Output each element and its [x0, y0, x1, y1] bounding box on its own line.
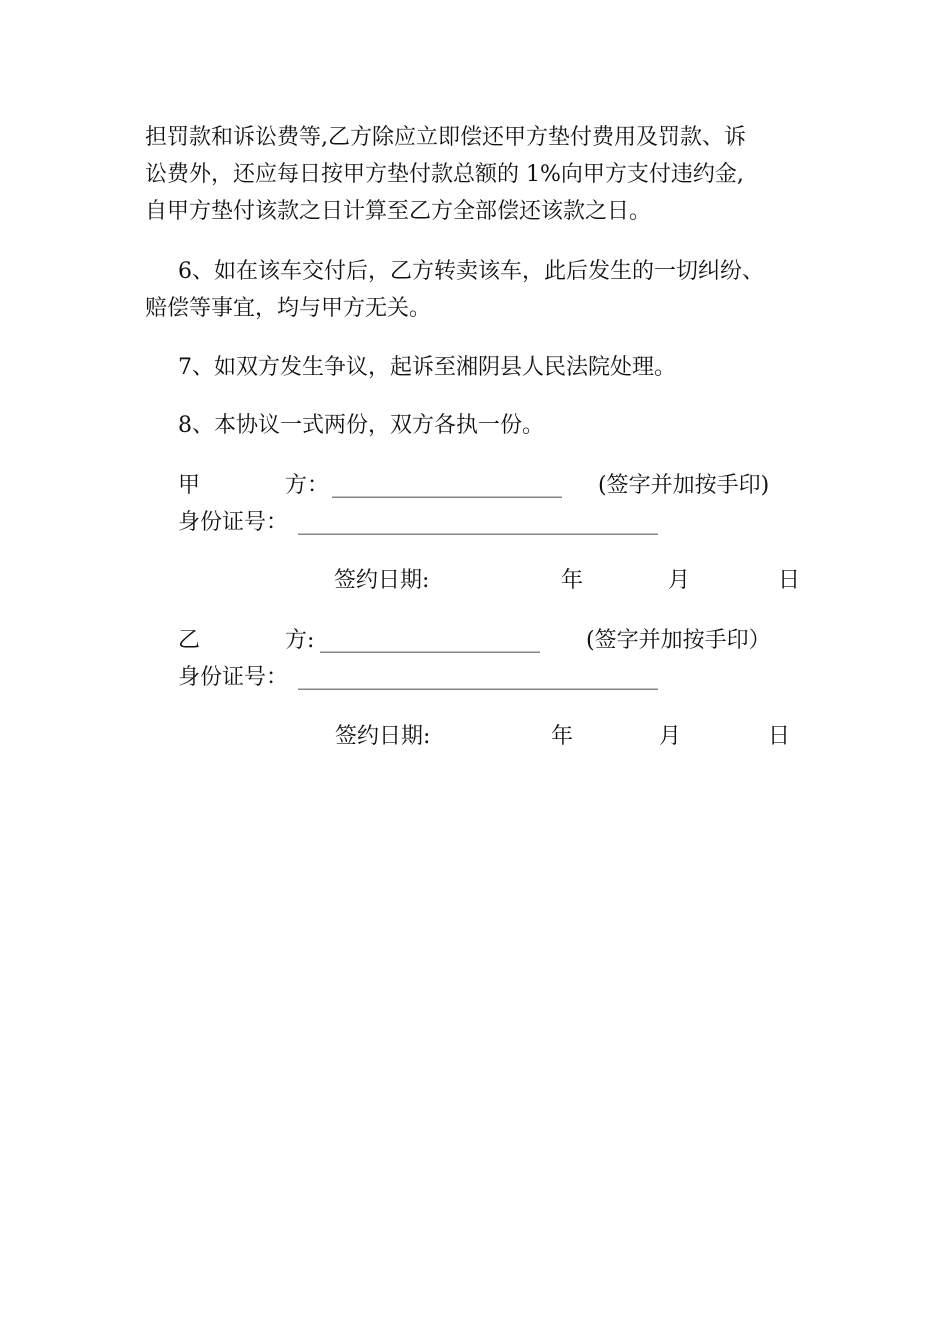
party-b-signature-blank[interactable]: ______________________ [320, 629, 540, 653]
party-a-signature-blank[interactable]: _______________________ [332, 474, 562, 498]
party-b-date-label: 签约日期: [335, 724, 431, 749]
para5-line-1: 担罚款和诉讼费等,乙方除应立即偿还甲方垫付费用及罚款、诉 [145, 125, 746, 150]
para6-line-1: 6、如在该车交付后，乙方转卖该车，此后发生的一切纠纷、 [178, 259, 764, 284]
para8: 8、本协议一式两份，双方各执一份。 [178, 413, 544, 438]
party-b-id-label: 身份证号： [178, 665, 289, 690]
party-a-id-blank[interactable]: ____________________________________ [298, 511, 658, 535]
party-a-id-label: 身份证号： [178, 510, 289, 535]
party-a-date-day: 日 [778, 568, 801, 593]
party-b-label-2: 方: [285, 628, 315, 653]
party-b-id-blank[interactable]: ____________________________________ [298, 666, 658, 690]
party-b-date-year: 年 [551, 724, 574, 749]
party-b-date-day: 日 [768, 724, 791, 749]
para5-line-3: 自甲方垫付该款之日计算至乙方全部偿还该款之日。 [145, 199, 652, 224]
para7: 7、如双方发生争议，起诉至湘阴县人民法院处理。 [178, 355, 676, 380]
party-b-signature-note: (签字并加按手印） [586, 628, 771, 653]
party-a-date-month: 月 [668, 568, 691, 593]
party-a-date-label: 签约日期: [334, 568, 430, 593]
party-a-signature-note: (签字并加按手印) [598, 473, 770, 498]
party-a-label-1: 甲 [178, 473, 201, 498]
party-b-label-1: 乙 [178, 628, 201, 653]
party-a-date-year: 年 [561, 568, 584, 593]
para6-line-2: 赔偿等事宜，均与甲方无关。 [145, 296, 432, 321]
para5-line-2: 讼费外，还应每日按甲方垫付款总额的 1%向甲方支付违约金, [145, 162, 744, 187]
party-a-label-2: 方： [285, 473, 330, 498]
party-b-date-month: 月 [659, 724, 682, 749]
